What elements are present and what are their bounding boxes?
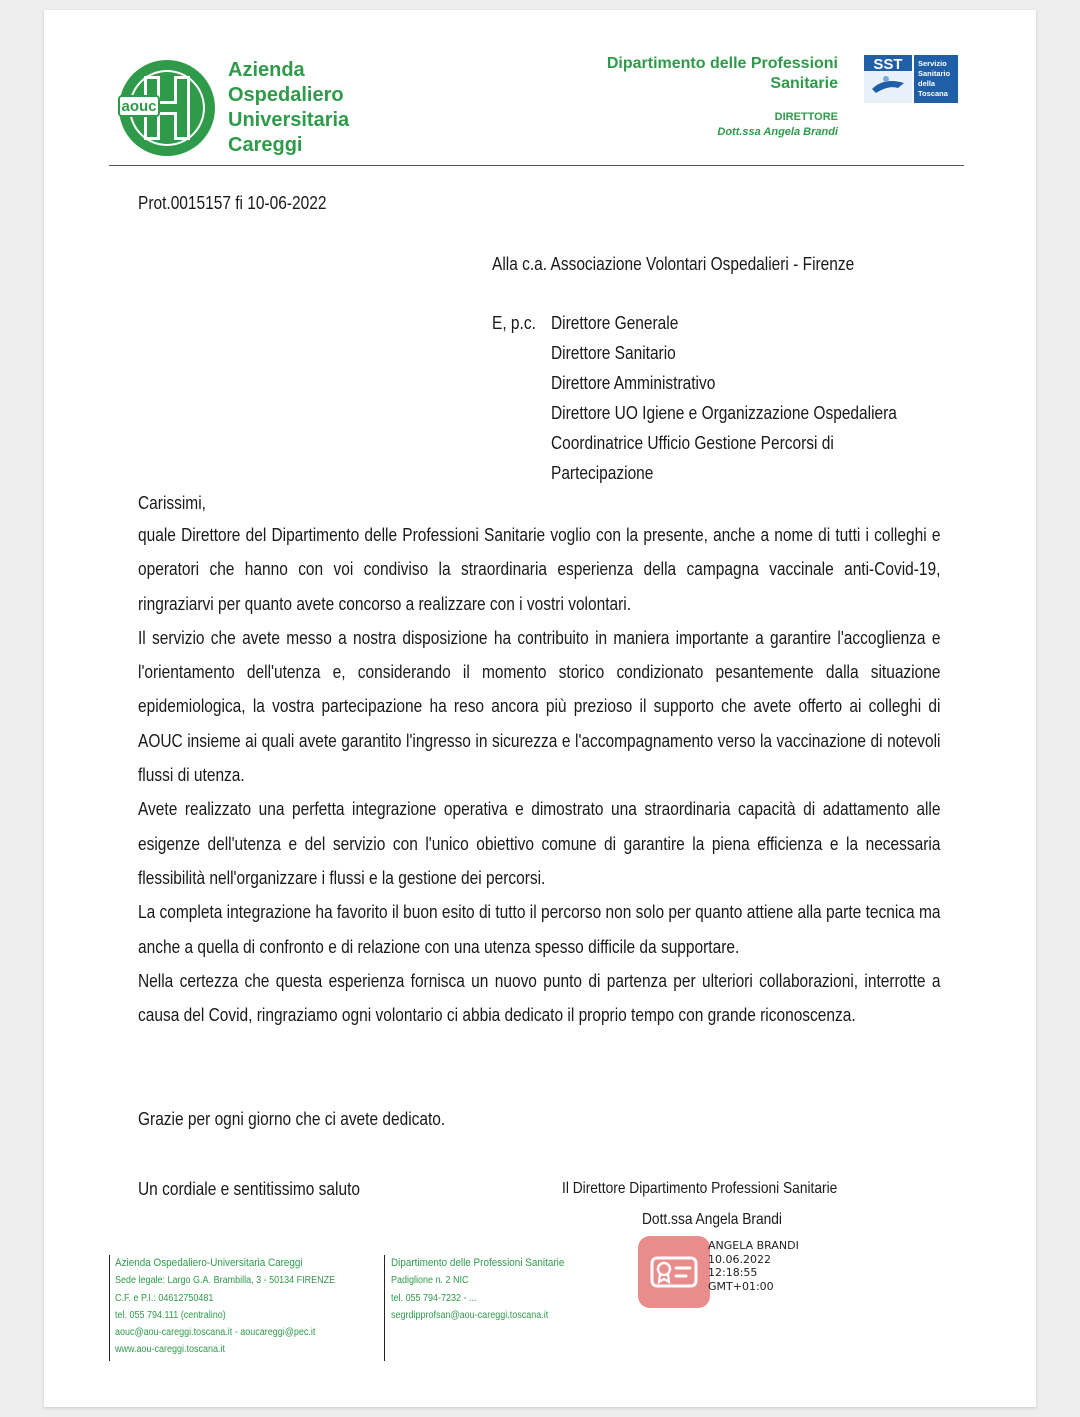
sst-line: Sanitario (918, 69, 951, 78)
cc-item: Direttore Generale (551, 313, 679, 333)
sst-line: Servizio (918, 59, 947, 68)
sst-logo-icon (864, 55, 958, 103)
org-name-line: Careggi (228, 134, 303, 156)
sst-abbr: SST (873, 56, 903, 73)
digital-signature-stamp (708, 1239, 799, 1293)
body-paragraph (138, 518, 941, 621)
footer-line: Sede legale: Largo G.A. Brambilla, 3 - 50134 FIRENZE (115, 1275, 336, 1287)
paragraph-text: La completa integrazione ha favorito il buon esito di tutto il percorso non solo per quanto attiene alla parte tecnica ma anche a quella di confronto e di relazione con una utenza spesso difficile da supportare. (138, 902, 941, 957)
sst-line: Toscana (918, 89, 948, 98)
body-paragraph (138, 895, 941, 964)
footer-org-info (115, 1255, 335, 1359)
department-line: Sanitarie (770, 75, 838, 92)
thanks-line: Grazie per ogni giorno che ci avete dedicato. (138, 1109, 446, 1129)
header-divider (109, 165, 964, 166)
footer-department-info (391, 1255, 564, 1324)
director-role: DIRETTORE (774, 111, 838, 123)
department-name (607, 54, 838, 94)
footer-line: segrdipprofsan@aou-careggi.toscana.it (391, 1309, 549, 1321)
stamp-line: 12:18:55 (708, 1266, 758, 1279)
footer-line: C.F. e P.I.: 04612750481 (115, 1292, 214, 1304)
cc-item: Partecipazione (551, 463, 654, 483)
digital-signature-badge (638, 1236, 710, 1308)
stamp-line: 10.06.2022 (708, 1252, 771, 1266)
body-paragraph (138, 792, 941, 895)
footer-line: tel. 055 794.111 (centralino) (115, 1309, 226, 1321)
cc-label: E, p.c. (492, 313, 536, 333)
aouc-badge-text: aouc (121, 98, 157, 115)
cc-item: Direttore Sanitario (551, 343, 676, 363)
stamp-line: ANGELA BRANDI (708, 1239, 799, 1252)
protocol-number: Prot.0015157 fi 10-06-2022 (138, 193, 327, 213)
footer-divider (384, 1255, 385, 1361)
cc-list (551, 308, 897, 488)
letter-page (44, 10, 1036, 1407)
closing-line: Un cordiale e sentitissimo saluto (138, 1179, 360, 1199)
org-name-line: Universitaria (228, 109, 350, 131)
signature-title: Il Direttore Dipartimento Professioni Sanitarie (562, 1180, 838, 1197)
body-paragraph (138, 964, 941, 1033)
cc-item: Direttore UO Igiene e Organizzazione Ospedaliera (551, 403, 897, 423)
director-name: Dott.ssa Angela Brandi (717, 126, 838, 138)
footer-line: www.aou-careggi.toscana.it (115, 1344, 226, 1356)
org-name-line: Azienda (228, 59, 305, 81)
footer-line: aouc@aou-careggi.toscana.it - aoucareggi@pec.it (115, 1327, 316, 1339)
footer-line: Padiglione n. 2 NIC (391, 1275, 469, 1287)
paragraph-text: Nella certezza che questa esperienza fornisca un nuovo punto di partenza per ulteriori collaborazioni, interrotte a causa del Covid, ringraziamo ogni volontario ci abbia dedicato il proprio tempo con grande riconoscenza. (138, 970, 941, 1026)
footer-line: Dipartimento delle Professioni Sanitarie (391, 1257, 565, 1269)
paragraph-text: Avete realizzato una perfetta integrazione operativa e dimostrato una straordinaria capacità di adattamento alle esigenze dell'utenza e del servizio con l'unico obiettivo comune di garantire la piena efficienza e la necessaria flessibilità nell'organizzare i flussi e la gestione dei percorsi. (138, 799, 941, 888)
cc-item: Direttore Amministrativo (551, 373, 716, 393)
department-line: Dipartimento delle Professioni (606, 55, 838, 72)
stamp-line: GMT+01:00 (708, 1279, 774, 1293)
sst-line: della (918, 79, 936, 88)
paragraph-text: Il servizio che avete messo a nostra disposizione ha contribuito in maniera importante a garantire l'accoglienza e l'orientamento dell'utenza e, considerando il momento storico condizionato pesantemente dalla situazione epidemiologica, la vostra partecipazione ha reso ancora più prezioso il supporto che avete offerto ai colleghi di AOUC insieme ai quali avete garantito l'ingresso in sicurezza e l'accompagnamento verso la vaccinazione di notevoli flussi di utenza. (138, 627, 941, 786)
footer-line: Azienda Ospedaliero-Universitaria Careggi (115, 1257, 303, 1269)
footer-divider (109, 1255, 110, 1361)
org-name-line: Ospedaliero (228, 84, 344, 106)
salutation: Carissimi, (138, 493, 206, 513)
letter-body (138, 518, 941, 1032)
cc-item: Coordinatrice Ufficio Gestione Percorsi di (551, 433, 834, 453)
organization-name (228, 58, 349, 158)
paragraph-text: quale Direttore del Dipartimento delle Professioni Sanitarie voglio con la presente, anche a nome di tutti i colleghi e operatori che hanno con voi condiviso la straordinaria esperienza della campagna vaccinale anti-Covid-19, ringraziarvi per quanto avete concorso a realizzare con i vostri volontari. (138, 525, 941, 614)
aouc-h-logo-icon (117, 58, 217, 158)
signature-name: Dott.ssa Angela Brandi (642, 1211, 782, 1228)
footer-line: tel. 055 794-7232 - ... (391, 1292, 477, 1304)
recipient: Alla c.a. Associazione Volontari Ospedalieri - Firenze (492, 254, 855, 274)
body-paragraph (138, 621, 941, 792)
digital-signature-certificate-icon (638, 1236, 710, 1308)
